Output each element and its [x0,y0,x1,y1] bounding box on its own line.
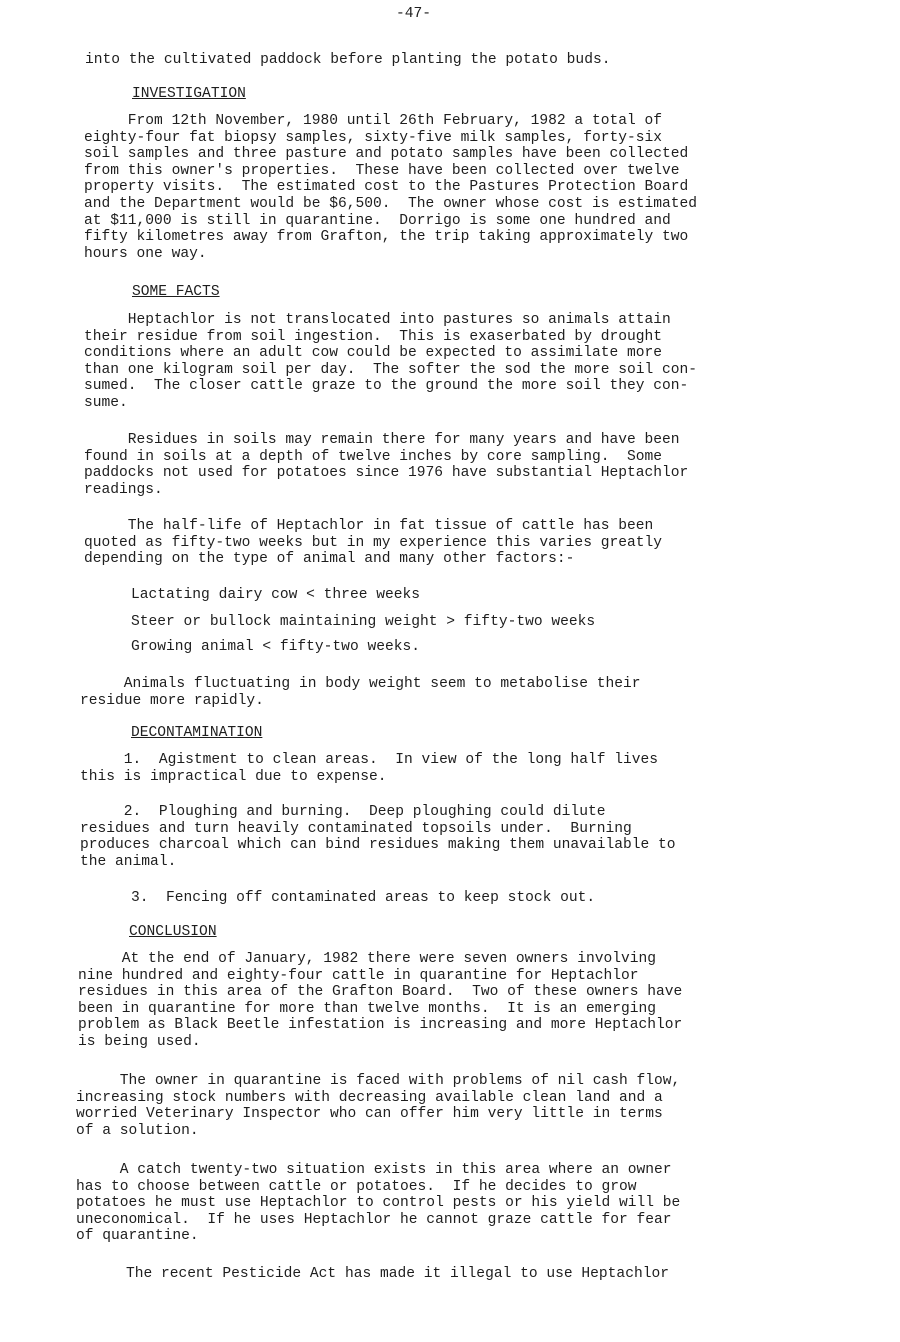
decontamination-item-3: 3. Fencing off contaminated areas to keep stock out. [131,890,596,906]
list-item-lactating: Lactating dairy cow < three weeks [131,587,421,603]
some-facts-paragraph-4: Animals fluctuating in body weight seem to metabolise their residue more rapidly. [80,676,641,709]
conclusion-paragraph-3: A catch twenty-two situation exists in this area where an owner has to choose between cattle or potatoes. If he decides to grow potatoes he must use Heptachlor to control pests or his yield will be uneconomical. If he uses Heptachlor he cannot graze cattle for fear of quarantine. [76,1162,681,1245]
list-item-growing: Growing animal < fifty-two weeks. [131,639,421,655]
opening-line: into the cultivated paddock before planting the potato buds. [85,52,611,68]
some-facts-heading: SOME FACTS [132,284,220,300]
investigation-heading: INVESTIGATION [132,86,246,102]
decontamination-item-1: 1. Agistment to clean areas. In view of the long half lives this is impractical due to expense. [80,752,659,785]
conclusion-paragraph-2: The owner in quarantine is faced with problems of nil cash flow, increasing stock numbers with decreasing available clean land and a worried Veterinary Inspector who can offer him very little in terms of a solution. [76,1073,681,1139]
some-facts-paragraph-1: Heptachlor is not translocated into pastures so animals attain their residue from soil ingestion. This is exaserbated by drought conditions where an adult cow could be expected to assimilate more than one kilogram soil per day. The softer the sod the more soil con- sumed. The closer cattle graze to the ground the more soil they con- sume. [84,312,698,411]
list-item-steer: Steer or bullock maintaining weight > fifty-two weeks [131,614,596,630]
conclusion-paragraph-1: At the end of January, 1982 there were seven owners involving nine hundred and eighty-four cattle in quarantine for Heptachlor residues in this area of the Grafton Board. Two of these owners have been in quarantine for more than twelve months. It is an emerging problem as Black Beetle infestation is increasing and more Heptachlor is being used. [78,951,683,1050]
decontamination-item-2: 2. Ploughing and burning. Deep ploughing could dilute residues and turn heavily contaminated topsoils under. Burning produces charcoal which can bind residues making them unavailable to the animal. [80,804,676,870]
some-facts-paragraph-2: Residues in soils may remain there for many years and have been found in soils at a depth of twelve inches by core sampling. Some paddocks not used for potatoes since 1976 have substantial Heptachlor readings. [84,432,689,498]
some-facts-paragraph-3: The half-life of Heptachlor in fat tissue of cattle has been quoted as fifty-two weeks but in my experience this varies greatly depending on the type of animal and many other factors:- [84,518,663,568]
conclusion-paragraph-4: The recent Pesticide Act has made it illegal to use Heptachlor [126,1266,669,1282]
decontamination-heading: DECONTAMINATION [131,725,263,741]
page-number: -47- [396,6,432,22]
investigation-paragraph: From 12th November, 1980 until 26th February, 1982 a total of eighty-four fat biopsy samples, sixty-five milk samples, forty-six soil samples and three pasture and potato samples have been collected from this owner's properties. These have been collected over twelve property visits. The estimated cost to the Pastures Protection Board and the Department would be $6,500. The owner whose cost is estimated at $11,000 is still in quarantine. Dorrigo is some one hundred and fifty kilometres away from Grafton, the trip taking approximately two hours one way. [84,113,698,262]
conclusion-heading: CONCLUSION [129,924,217,940]
